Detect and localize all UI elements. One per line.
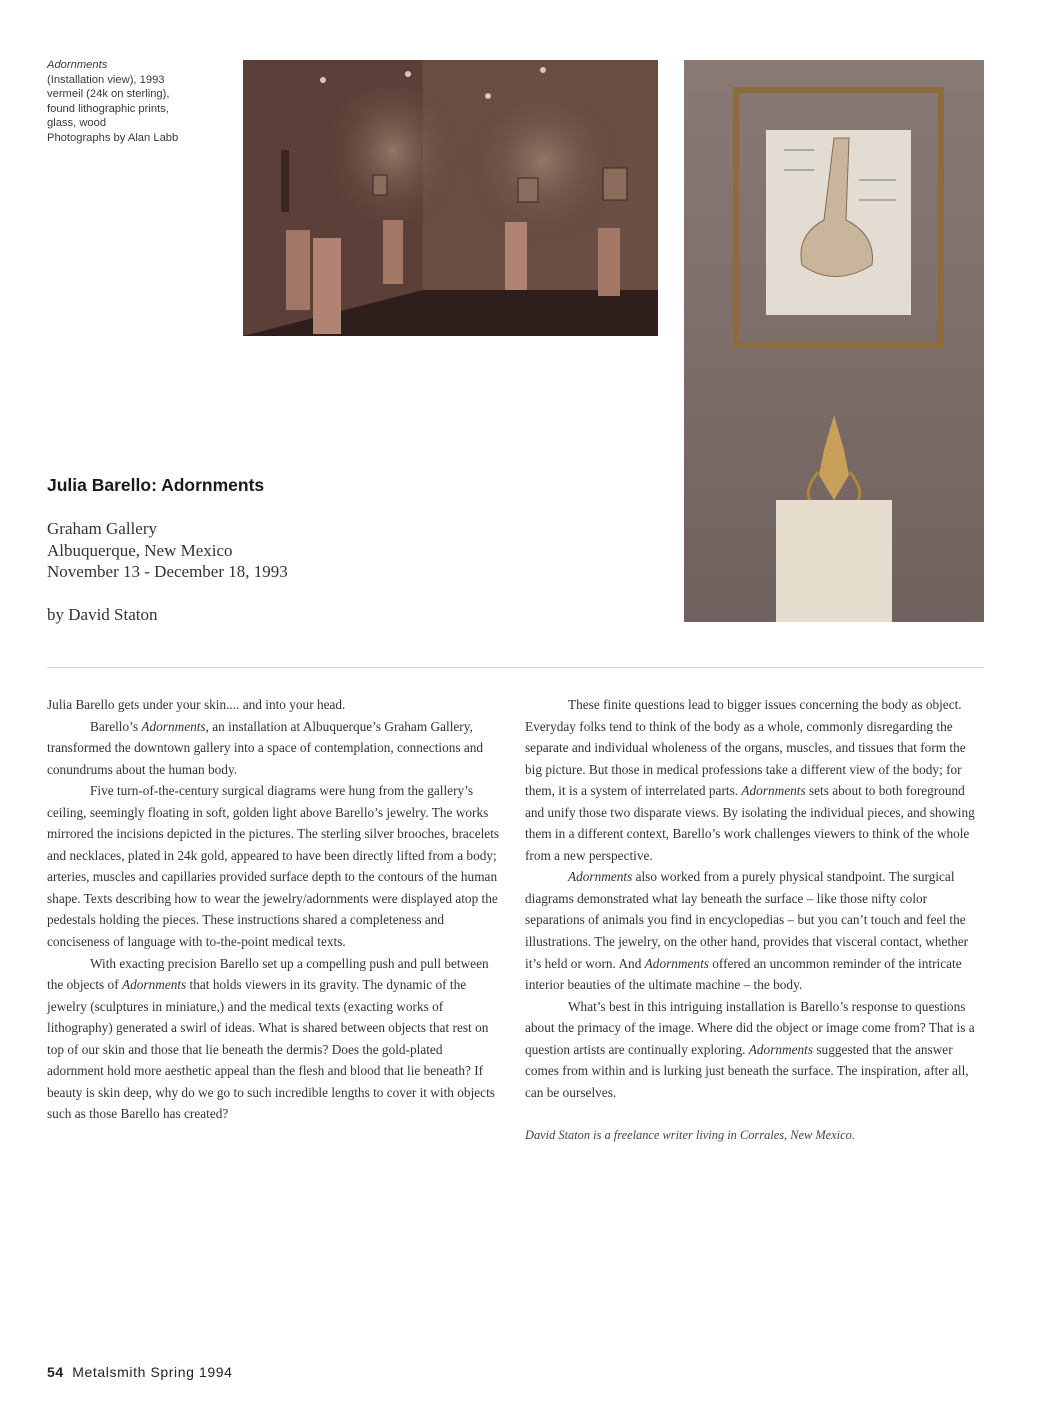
caption-title: Adornments [47,59,108,71]
gallery-name: Graham Gallery [47,519,157,538]
page-number: 54 [47,1364,64,1380]
caption-line: (Installation view), 1993 [47,73,165,86]
issue-date: Spring 1994 [150,1364,233,1380]
caption-line: vermeil (24k on sterling), [47,88,170,101]
caption-line: glass, wood [47,117,107,130]
exhibition-dates: November 13 - December 18, 1993 [47,562,288,581]
body-column-right [525,694,985,1147]
exhibition-info [47,518,288,583]
body-paragraph: Barello’s Adornments, an installation at Albuquerque’s Graham Gallery, transformed the downtown gallery into a space of contemplation, connections and conundrums about the human body. [47,718,484,777]
divider [47,667,984,668]
photo-caption [47,58,232,146]
page-footer [47,1364,233,1380]
article-title: Julia Barello: Adornments [47,475,265,495]
body-paragraph: Julia Barello gets under your skin.... and into your head. [47,697,346,712]
caption-credit: Photographs by Alan Labb [47,131,179,144]
author-note: David Staton is a freelance writer living in Corrales, New Mexico. [525,1128,855,1143]
byline: by David Staton [47,605,158,624]
caption-line: found lithographic prints, [47,102,169,115]
body-paragraph: What’s best in this intriguing installation is Barello’s response to questions about the primacy of the image. Where did the object or image come from? That is a question artists are continually exploring. Adornments suggested that the answer comes from within and is lurking just beneath the surface. The inspiration, after all, can be ourselves. [525,998,975,1100]
body-paragraph: Adornments also worked from a purely physical standpoint. The surgical diagrams demonstrated what lay beneath the surface – like those nifty color separations of animals you find in encyclopedias – but you can’t touch and feel the illustrations. The jewelry, on the other hand, provides that visceral contact, whether it’s held or worn. And Adornments offered an uncommon reminder of the intricate interior beauties of the ultimate machine – the body. [525,869,969,993]
surgical-diagram-photo [684,60,984,622]
body-paragraph: These finite questions lead to bigger issues concerning the body as object. Everyday folks tend to think of the body as a whole, commonly disregarding the separate and individual wholeness of the organs, muscles, and tissues that form the big picture. But those in medical professions take a different view of the body; for them, it is a system of interrelated parts. Adornments sets about to both foreground and unify those two disparate views. By isolating the individual pieces, and showing them in a different context, Barello’s work challenges viewers to think of the whole from a new perspective. [525,697,975,863]
installation-view-photo [243,60,658,336]
gallery-location: Albuquerque, New Mexico [47,540,233,560]
surgical-diagram-image [684,60,984,622]
body-column-left [47,694,502,1125]
installation-view-image [243,60,658,336]
body-paragraph: With exacting precision Barello set up a compelling push and pull between the objects of Adornments that holds viewers in its gravity. The dynamic of the jewelry (sculptures in miniature,) and the medical texts (exacting works of lithography) generated a swirl of ideas. What is shared between objects that rest on top of our skin and those that lie beneath the dermis? Does the gold-plated adornment hold more aesthetic appeal than the flesh and blood that lie beneath? If beauty is skin deep, why do we go to such incredible lengths to cover it with objects such as those Barello has created? [47,955,495,1122]
magazine-name: Metalsmith [72,1364,146,1380]
body-paragraph: Five turn-of-the-century surgical diagrams were hung from the gallery’s ceiling, seemingly floating in soft, golden light above Barello’s jewelry. The works mirrored the incisions depicted in the pictures. The sterling silver brooches, bracelets and necklaces, plated in 24k gold, appeared to have been directly lifted from a body; arteries, muscles and capillaries provided surface depth to the contours of the human shape. Texts describing how to wear the jewelry/adornments were displayed atop the pedestals holding the pieces. These instructions shared a completeness and conciseness of language with to-the-point medical texts. [47,783,500,950]
